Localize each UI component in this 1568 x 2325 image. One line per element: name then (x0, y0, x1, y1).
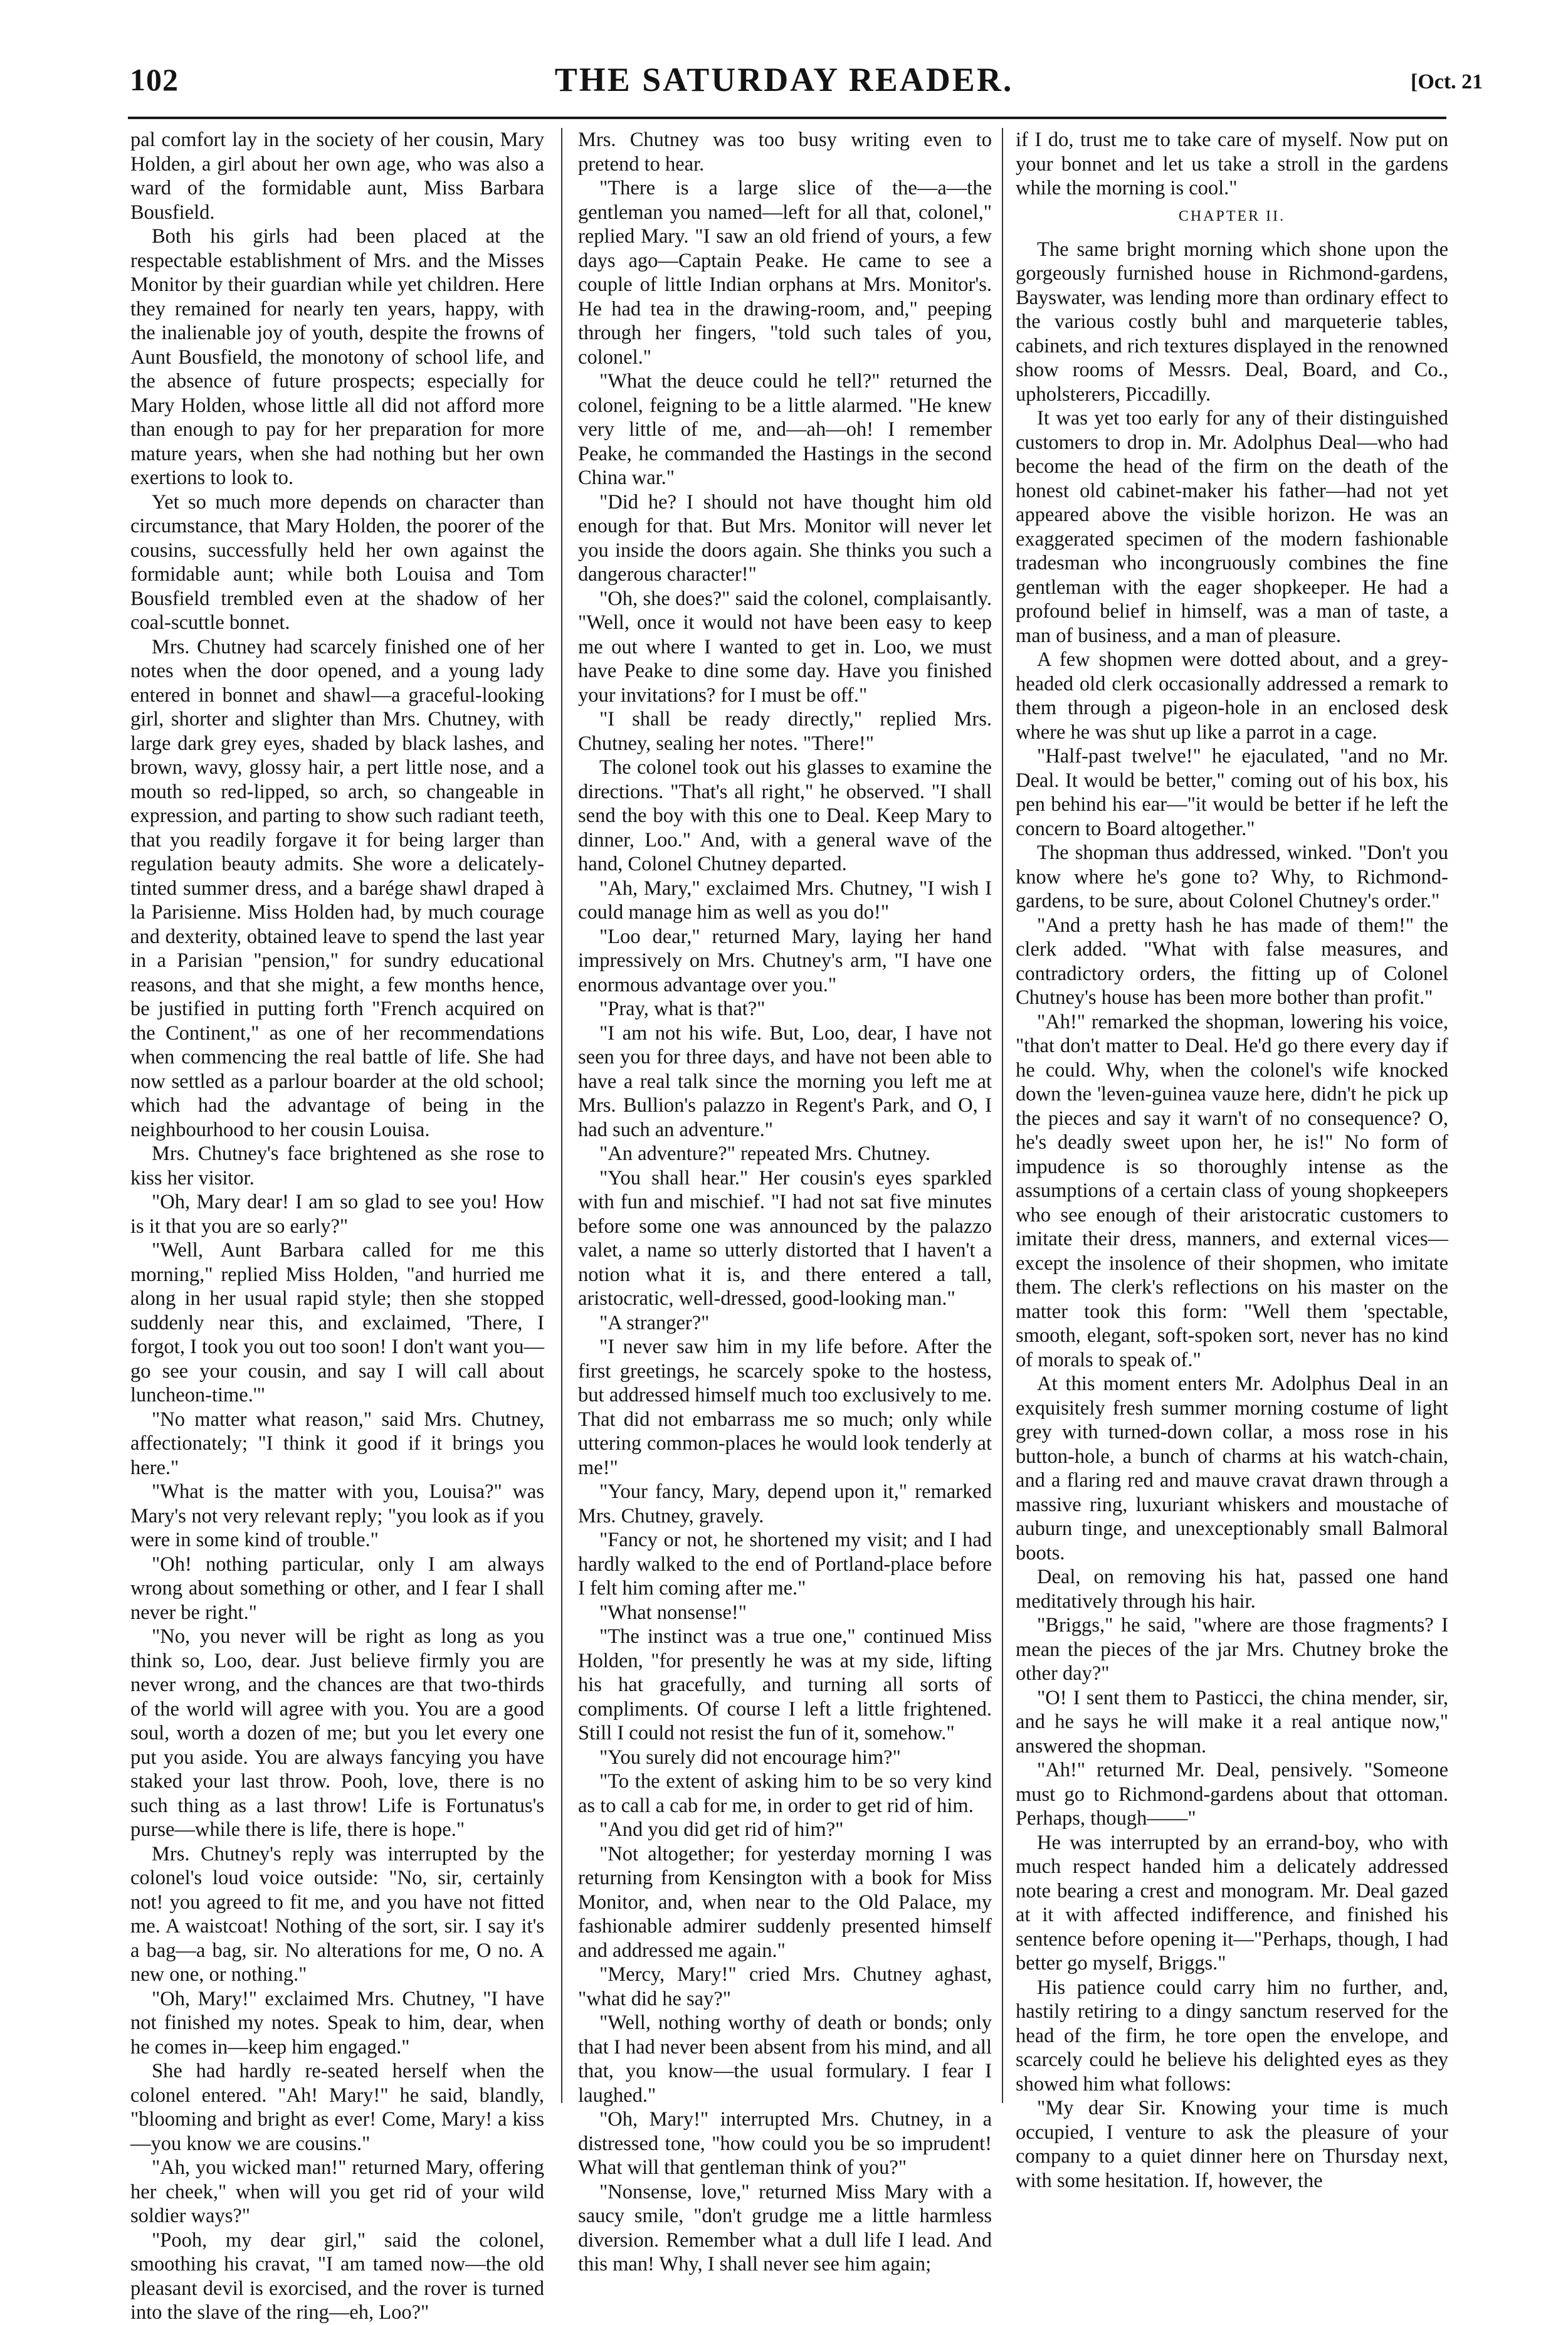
paragraph: A few shopmen were dotted about, and a grey-headed old clerk occasionally addressed a remark to them through a pigeon-hole in an enclosed desk where he was shut up like a parrot in a cage. (1016, 648, 1448, 744)
paragraph: "Your fancy, Mary, depend upon it," remarked Mrs. Chutney, gravely. (578, 1480, 992, 1527)
paragraph: "Loo dear," returned Mary, laying her hand impressively on Mrs. Chutney's arm, "I have one enormous advantage over you." (578, 925, 992, 996)
paragraph: "Did he? I should not have thought him old enough for that. But Mrs. Monitor will never let you inside the doors again. She thinks you such a dangerous character!" (578, 490, 992, 586)
paragraph: The shopman thus addressed, winked. "Don't you know where he's gone to? Why, to Richmond-gardens, to be sure, about Colonel Chutney's order." (1016, 841, 1448, 912)
issue-date: [Oct. 21 (1411, 70, 1483, 93)
text-column-2 (578, 128, 992, 2275)
paragraph: The colonel took out his glasses to examine the directions. "That's all right," he observed. "I shall send the boy with this one to Deal. Keep Mary to dinner, Loo." And, with a general wave of the hand, Colonel Chutney departed. (578, 756, 992, 875)
paragraph: His patience could carry him no further, and, hastily retiring to a dingy sanctum reserved for the head of the firm, he tore open the envelope, and scarcely could he believe his delighted eyes as they showed him what follows: (1016, 1976, 1448, 2096)
paragraph: "My dear Sir. Knowing your time is much occupied, I venture to ask the pleasure of your company to a quiet dinner here on Thursday next, with some hesitation. If, however, the (1016, 2097, 1448, 2192)
paragraph: "Oh, Mary!" interrupted Mrs. Chutney, in a distressed tone, "how could you be so imprudent! What will that gentleman think of you?" (578, 2108, 992, 2179)
masthead-title: THE SATURDAY READER. (554, 61, 1014, 98)
paragraph: "What nonsense!" (599, 1601, 747, 1624)
paragraph: "An adventure?" repeated Mrs. Chutney. (599, 1142, 930, 1165)
paragraph: if I do, trust me to take care of myself. Now put on your bonnet and let us take a stroll in the gardens while the morning is cool." (1016, 129, 1448, 199)
paragraph: Mrs. Chutney was too busy writing even to pretend to hear. (578, 129, 992, 176)
text-column-1 (130, 128, 544, 2324)
paragraph: Mrs. Chutney's reply was interrupted by the colonel's loud voice outside: "No, sir, certainly not! you agreed to fit me, and you have not fitted me. A waistcoat! Nothing of the sort, sir. I say it's a bag—a bag, sir. No alterations for me, O no. A new one, or nothing." (130, 1842, 544, 1986)
paragraph: "You shall hear." Her cousin's eyes sparkled with fun and mischief. "I had not sat five minutes before some one was announced by the palazzo valet, a name so utterly distorted that I haven't a notion what it is, and there entered a tall, aristocratic, well-dressed, good-looking man." (578, 1166, 992, 1310)
paragraph: At this moment enters Mr. Adolphus Deal in an exquisitely fresh summer morning costume of light grey with turned-down collar, a moss rose in his button-hole, a bunch of charms at his watch-chain, and a flaring red and mauve cravat drawn through a massive ring, luxuriant whiskers and moustache of auburn tinge, and unexceptionably small Balmoral boots. (1016, 1373, 1448, 1564)
paragraph: "No, you never will be right as long as you think so, Loo, dear. Just believe firmly you are never wrong, and the chances are that two-thirds of the world will agree with you. You are a good soul, worth a dozen of me; but you let every one put you aside. You are always fancying you have staked your last throw. Pooh, love, there is no such thing as a last throw! Life is Fortunatus's purse—while there is life, there is hope." (130, 1625, 544, 1841)
header-rule (128, 117, 1446, 119)
paragraph: Mrs. Chutney's face brightened as she rose to kiss her visitor. (130, 1142, 544, 1189)
paragraph: "Pooh, my dear girl," said the colonel, smoothing his cravat, "I am tamed now—the old pleasant devil is exorcised, and the rover is turned into the slave of the ring—eh, Loo?" (130, 2228, 544, 2324)
paragraph: "Oh! nothing particular, only I am always wrong about something or other, and I fear I shall never be right." (130, 1553, 544, 1624)
column-divider (561, 128, 562, 2103)
chapter-heading: CHAPTER II. (1178, 208, 1286, 224)
paragraph: "I am not his wife. But, Loo, dear, I have not seen you for three days, and have not been able to have a real talk since the morning you left me at Mrs. Bullion's palazzo in Regent's Park, and O, I had such an adventure." (578, 1021, 992, 1141)
paragraph: "The instinct was a true one," continued Miss Holden, "for presently he was at my side, lifting his hat gracefully, and turning all sorts of compliments. Of course I left a little frightened. Still I could not resist the fun of it, somehow." (578, 1625, 992, 1744)
paragraph: "To the extent of asking him to be so very kind as to call a cab for me, in order to get rid of him. (578, 1770, 992, 1817)
paragraph: She had hardly re-seated herself when the colonel entered. "Ah! Mary!" he said, blandly, "blooming and bright as ever! Come, Mary! a kiss—you know we are cousins." (130, 2060, 544, 2155)
column-divider (1002, 128, 1003, 2103)
paragraph: "Pray, what is that?" (599, 998, 766, 1020)
paragraph: "Ah!" returned Mr. Deal, pensively. "Someone must go to Richmond-gardens about that ottoman. Perhaps, though——" (1016, 1759, 1448, 1830)
paragraph: "What is the matter with you, Louisa?" was Mary's not very relevant reply; "you look as if you were in some kind of trouble." (130, 1480, 544, 1551)
page-number: 102 (130, 62, 179, 97)
paragraph: "You surely did not encourage him?" (599, 1746, 901, 1769)
paragraph: "I never saw him in my life before. After the first greetings, he scarcely spoke to the hostess, but addressed himself much too exclusively to me. That did not embarrass me so much; only while uttering common-places he would look tenderly at me!" (578, 1336, 992, 1479)
paragraph: "Well, Aunt Barbara called for me this morning," replied Miss Holden, "and hurried me along in her usual rapid style; then she stopped suddenly near this, and exclaimed, 'There, I forgot, I took you out too soon! I don't want you—go see your cousin, and say I will call about luncheon-time.'" (130, 1239, 544, 1406)
paragraph: "And a pretty hash he has made of them!" the clerk added. "What with false measures, and contradictory orders, the fitting up of Colonel Chutney's house has been more bother than profit." (1016, 914, 1448, 1009)
paragraph: Yet so much more depends on character than circumstance, that Mary Holden, the poorer of the cousins, successfully held her own against the formidable aunt; while both Louisa and Tom Bousfield trembled even at the shadow of her coal-scuttle bonnet. (130, 490, 544, 634)
paragraph: It was yet too early for any of their distinguished customers to drop in. Mr. Adolphus Deal—who had become the head of the firm on the death of the honest old cabinet-maker his father—had not yet appeared above the visible horizon. He was an exaggerated specimen of the modern fashionable tradesman who incongruously combines the fine gentleman with the eager shopkeeper. He had a profound belief in himself, was a man of taste, a man of business, and a man of pleasure. (1016, 407, 1448, 647)
paragraph: "Ah, Mary," exclaimed Mrs. Chutney, "I wish I could manage him as well as you do!" (578, 877, 992, 924)
paragraph: "There is a large slice of the—a—the gentleman you named—left for all that, colonel," replied Mary. "I saw an old friend of yours, a few days ago—Captain Peake. He came to see a couple of little Indian orphans at Mrs. Monitor's. He had tea in the drawing-room, and," peeping through her fingers, "told such tales of you, colonel." (578, 177, 992, 369)
paragraph: "Half-past twelve!" he ejaculated, "and no Mr. Deal. It would be better," coming out of his box, his pen behind his ear—"it would be better if he left the concern to Board altogether." (1016, 745, 1448, 840)
paragraph: pal comfort lay in the society of her cousin, Mary Holden, a girl about her own age, who was also a ward of the formidable aunt, Miss Barbara Bousfield. (130, 129, 544, 224)
paragraph: "Nonsense, love," returned Miss Mary with a saucy smile, "don't grudge me a little harmless diversion. Remember what a dull life I lead. And this man! Why, I shall never see him again; (578, 2180, 992, 2275)
paragraph: "Oh, Mary!" exclaimed Mrs. Chutney, "I have not finished my notes. Speak to him, dear, when he comes in—keep him engaged." (130, 1987, 544, 2059)
paragraph: "I shall be ready directly," replied Mrs. Chutney, sealing her notes. "There!" (578, 708, 992, 755)
paragraph: "Not altogether; for yesterday morning I was returning from Kensington with a book for Miss Monitor, and, when near to the Old Palace, my fashionable admirer suddenly presented himself and addressed me again." (578, 1842, 992, 1962)
paragraph: "Oh, she does?" said the colonel, complaisantly. "Well, once it would not have been easy to keep me out where I wanted to get in. Loo, we must have Peake to dine some day. Have you finished your invitations? for I must be off." (578, 587, 992, 707)
paragraph: "Fancy or not, he shortened my visit; and I had hardly walked to the end of Portland-place before I felt him coming after me." (578, 1529, 992, 1600)
paragraph: The same bright morning which shone upon the gorgeously furnished house in Richmond-gardens, Bayswater, was lending more than ordinary effect to the various costly buhl and marqueterie tables, cabinets, and rich textures displayed in the renowned show rooms of Messrs. Deal, Board, and Co., upholsterers, Piccadilly. (1016, 238, 1448, 406)
paragraph: Mrs. Chutney had scarcely finished one of her notes when the door opened, and a young lady entered in bonnet and shawl—a graceful-looking girl, shorter and slighter than Mrs. Chutney, with large dark grey eyes, shaded by black lashes, and brown, wavy, glossy hair, a pert little nose, and a mouth so red-lipped, so arch, so changeable in expression, and parting to show such radiant teeth, that you readily forgave it for being larger than regulation beauty admits. She wore a delicately-tinted summer dress, and a barége shawl draped à la Parisienne. Miss Holden had, by much courage and dexterity, obtained leave to spend the last year in a Parisian "pension," for sundry educational reasons, and that she might, a few months hence, be justified in putting forth "French acquired on the Continent," as one of her recommendations when commencing the real battle of life. She had now settled as a parlour boarder at the old school; which had the advantage of being in the neighbourhood to her cousin Louisa. (130, 635, 544, 1141)
paragraph: "Briggs," he said, "where are those fragments? I mean the pieces of the jar Mrs. Chutney broke the other day?" (1016, 1614, 1448, 1685)
paragraph: "What the deuce could he tell?" returned the colonel, feigning to be a little alarmed. "He knew very little of me, and—ah—oh! I remember Peake, he commanded the Hastings in the second China war." (578, 370, 992, 489)
paragraph: "Mercy, Mary!" cried Mrs. Chutney aghast, "what did he say?" (578, 1963, 992, 2010)
paragraph: "Ah!" remarked the shopman, lowering his voice, "that don't matter to Deal. He'd go there every day if he could. Why, when the colonel's wife knocked down the 'leven-guinea vauze here, didn't he pick up the pieces and say it warn't of no consequence? O, he's deadly sweet upon her, he is!" No form of impudence is so thoroughly intense as the assumptions of a certain class of young shopkeepers who see enough of their aristocratic customers to imitate their dress, manners, and external vices—except the insolence of their shopmen, who imitate them. The clerk's reflections on his master on the matter took this form: "Well them 'spectable, smooth, elegant, soft-spoken sort, never has no kind of morals to speak of." (1016, 1010, 1448, 1371)
paragraph: Deal, on removing his hat, passed one hand meditatively through his hair. (1016, 1566, 1448, 1613)
paragraph: "O! I sent them to Pasticci, the china mender, sir, and he says he will make it a real antique now," answered the shopman. (1016, 1686, 1448, 1758)
text-column-3 (1016, 128, 1448, 2192)
paragraph: "And you did get rid of him?" (599, 1818, 844, 1841)
paragraph: "A stranger?" (599, 1311, 710, 1334)
paragraph: "No matter what reason," said Mrs. Chutney, affectionately; "I think it good if it brings you here." (130, 1408, 544, 1479)
paragraph: He was interrupted by an errand-boy, who with much respect handed him a delicately addressed note bearing a crest and monogram. Mr. Deal gazed at it with affected indifference, and finished his sentence before opening it—"Perhaps, though, I had better go myself, Briggs." (1016, 1831, 1448, 1974)
paragraph: "Well, nothing worthy of death or bonds; only that I had never been absent from his mind, and all that, you know—the usual formulary. I fear I laughed." (578, 2011, 992, 2107)
paragraph: Both his girls had been placed at the respectable establishment of Mrs. and the Misses Monitor by their guardian while yet children. Here they remained for nearly ten years, happy, with the inalienable joy of youth, despite the frowns of Aunt Bousfield, the monotony of school life, and the absence of future prospects; especially for Mary Holden, whose little all did not afford more than enough to pay for her preparation for more mature years, when she had nothing but her own exertions to look to. (130, 225, 544, 489)
paragraph: "Ah, you wicked man!" returned Mary, offering her cheek," when will you get rid of your wild soldier ways?" (130, 2156, 544, 2227)
paragraph: "Oh, Mary dear! I am so glad to see you! How is it that you are so early?" (130, 1191, 544, 1238)
